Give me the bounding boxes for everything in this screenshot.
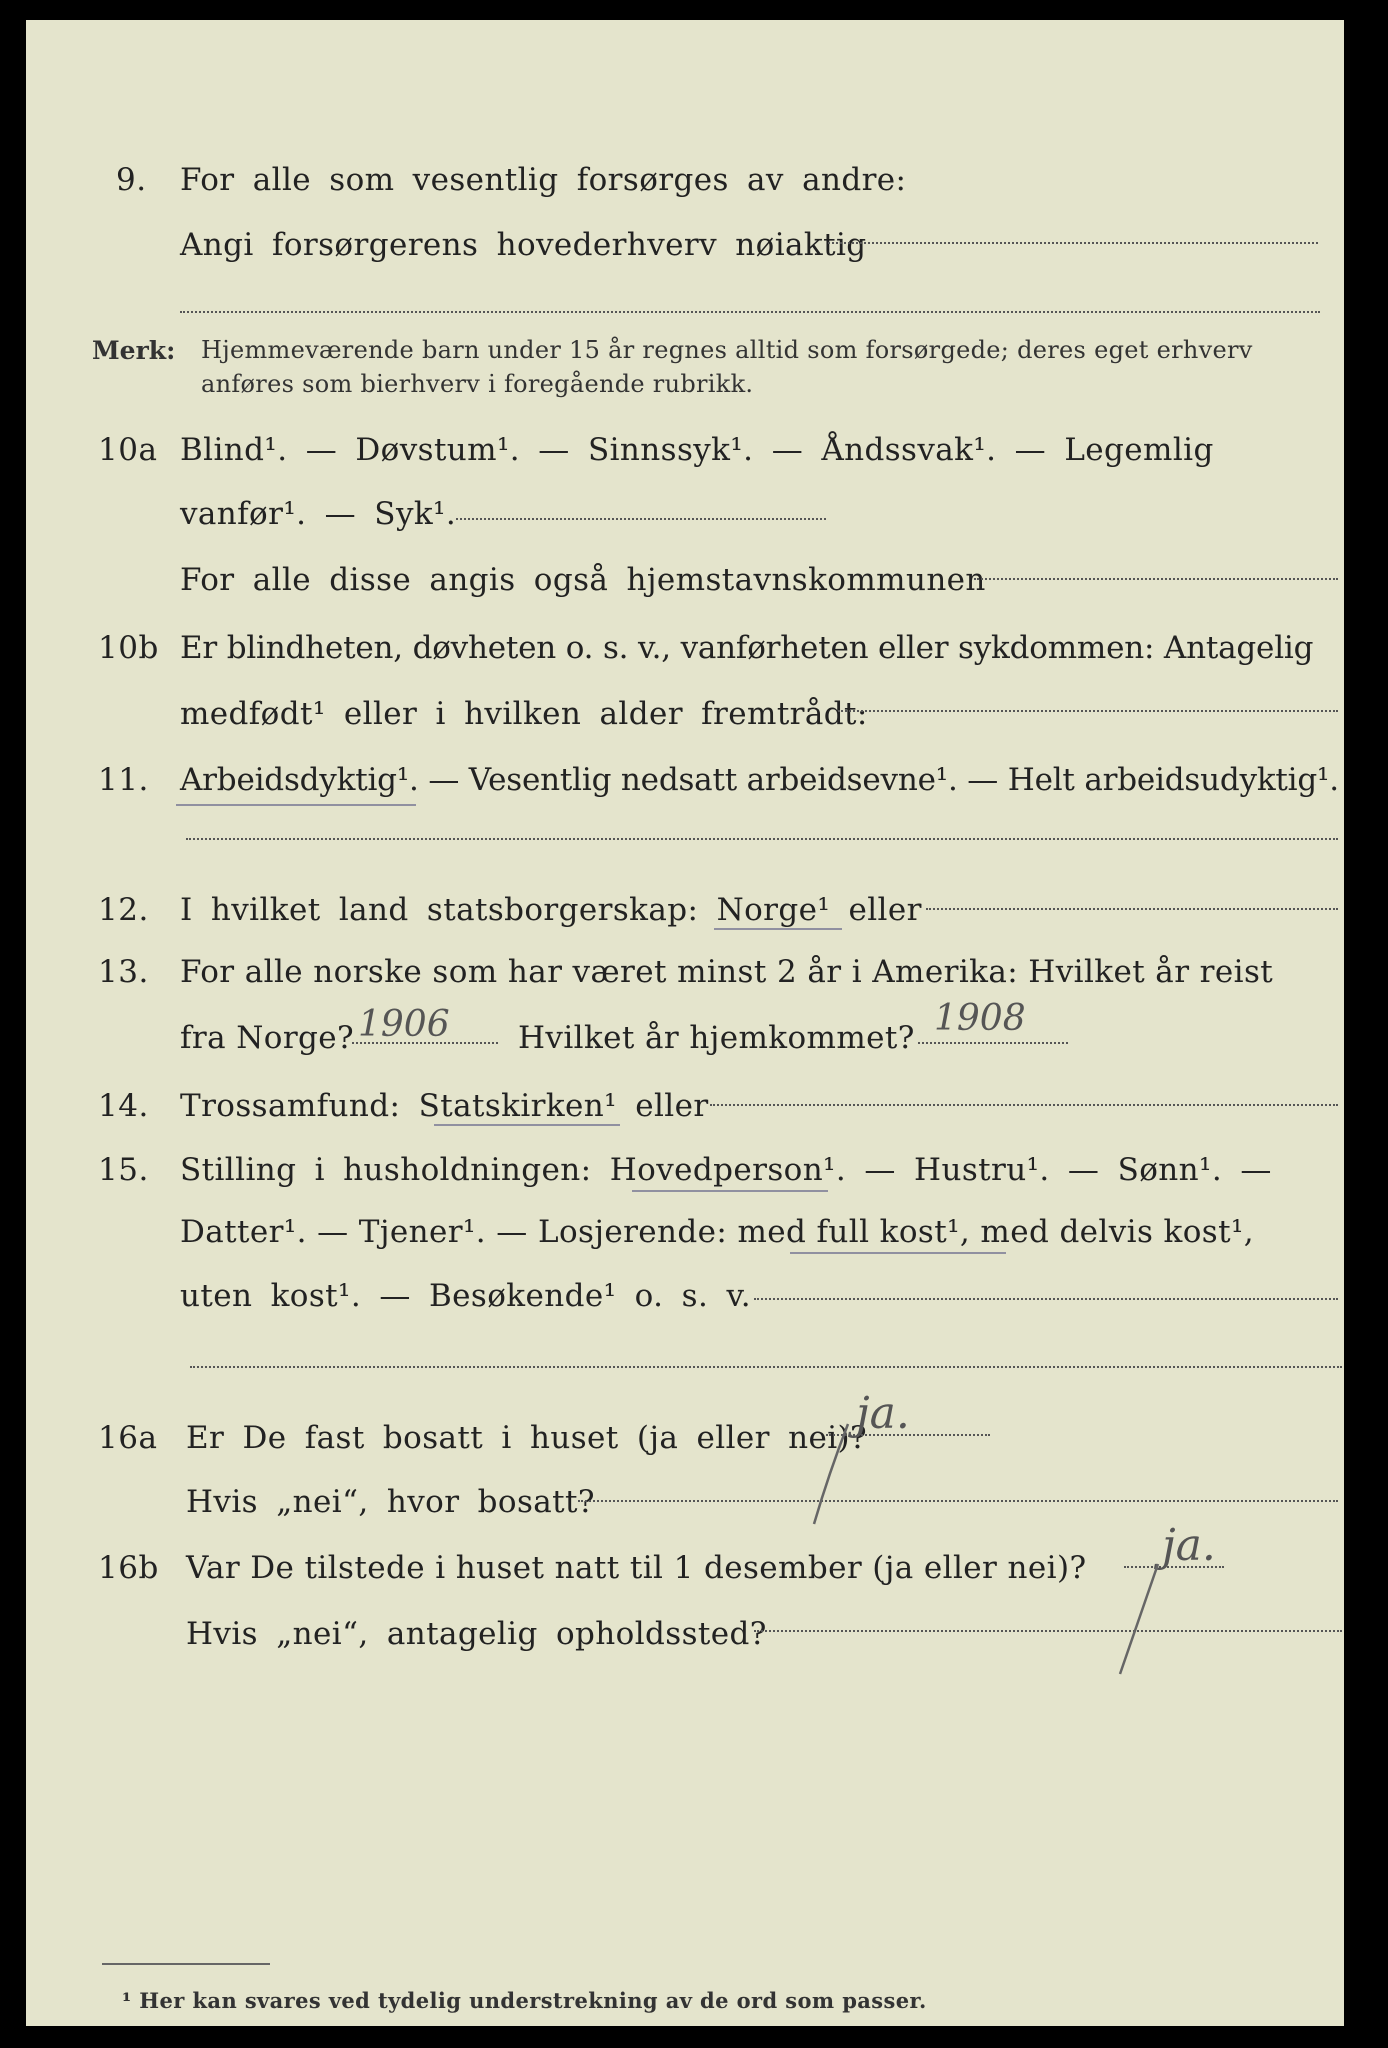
q11-answer-line	[186, 838, 1338, 840]
q15-text-1: Stilling i husholdningen: Hovedperson¹. — Hustru¹. — Sønn¹. —	[180, 1152, 1272, 1188]
q9-text-1: For alle som vesentlig forsørges av andre:	[180, 162, 907, 198]
q9-text-2: Angi forsørgerens hovederhverv nøiaktig	[180, 227, 867, 263]
q10b-number: 10b	[98, 630, 159, 666]
q10b-row-2	[26, 684, 1344, 732]
q15-underline-hovedperson	[632, 1190, 828, 1192]
q10a-text-3: For alle disse angis også hjemstavnskommunen	[180, 562, 986, 598]
q16a-answer: ja.	[856, 1388, 910, 1439]
footnote: ¹ Her kan svares ved tydelig understrekning av de ord som passer.	[122, 1988, 927, 2013]
q11-number: 11.	[98, 762, 149, 798]
q13-answer-line-2	[918, 1042, 1068, 1044]
q15-answer-line-2	[190, 1366, 1342, 1368]
q16b-text-1: Var De tilstede i huset natt til 1 desember (ja eller nei)?	[186, 1550, 1087, 1586]
footnote-rule	[102, 1963, 270, 1965]
q15-text-3: uten kost¹. — Besøkende¹ o. s. v.	[180, 1278, 751, 1314]
q10b-text-1: Er blindheten, døvheten o. s. v., vanførheten eller sykdommen: Antagelig	[180, 630, 1314, 666]
q13-text-1: For alle norske som har været minst 2 år i Amerika: Hvilket år reist	[180, 954, 1274, 990]
q16b-answer-line-2	[754, 1630, 1342, 1632]
q9-row-1	[26, 150, 1344, 198]
q10b-row-1	[26, 618, 1344, 666]
q11-underline-arbeidsdyktig	[176, 804, 416, 806]
q11-row-1	[26, 750, 1344, 798]
q12-row-1	[26, 880, 1344, 928]
q16a-number: 16a	[98, 1420, 158, 1456]
q15-number: 15.	[98, 1152, 149, 1188]
q10a-row-1	[26, 420, 1344, 468]
q13-text-2a: fra Norge?	[180, 1020, 355, 1056]
q16b-answer-stroke	[1108, 1560, 1168, 1680]
q16a-row-2	[26, 1472, 1344, 1520]
census-form-page	[26, 20, 1344, 2026]
q11-text-1: Arbeidsdyktig¹. — Vesentlig nedsatt arbeidsevne¹. — Helt arbeidsudyktig¹.	[180, 762, 1339, 798]
q13-text-2b: Hvilket år hjemkommet?	[518, 1020, 915, 1056]
q16a-answer-stroke	[804, 1420, 860, 1530]
q16a-answer-line-2	[578, 1500, 1338, 1502]
q10b-answer-line	[838, 710, 1338, 712]
q13-answer-year-left: 1906	[358, 1004, 450, 1045]
q14-number: 14.	[98, 1088, 149, 1124]
q12-underline-norge	[714, 928, 842, 930]
q9-answer-line-2	[180, 311, 1320, 313]
q10a-text-1: Blind¹. — Døvstum¹. — Sinnssyk¹. — Åndssvak¹. — Legemlig	[180, 432, 1214, 468]
q12-answer-line	[926, 908, 1338, 910]
q14-text-1: Trossamfund: Statskirken¹ eller	[180, 1088, 709, 1124]
q13-row-1	[26, 942, 1344, 990]
q10a-answer-line-2	[974, 578, 1338, 580]
q9-answer-line	[828, 242, 1318, 244]
q15-text-2: Datter¹. — Tjener¹. — Losjerende: med full kost¹, med delvis kost¹,	[180, 1214, 1255, 1250]
q10a-text-2: vanfør¹. — Syk¹.	[180, 496, 457, 532]
q10b-text-2: medfødt¹ eller i hvilken alder fremtrådt:	[180, 696, 868, 732]
q16a-row-1	[26, 1408, 1344, 1456]
q9-row-2	[26, 215, 1344, 263]
q16a-text-1: Er De fast bosatt i huset (ja eller nei)?	[186, 1420, 868, 1456]
q13-row-2	[26, 1008, 1344, 1056]
merk-text-1: Hjemmeværende barn under 15 år regnes alltid som forsørgede; deres eget erhverv	[201, 336, 1253, 364]
q15-row-2	[26, 1202, 1344, 1250]
q10a-row-2	[26, 484, 1344, 532]
q16b-answer: ja.	[1162, 1520, 1216, 1571]
q10a-row-3	[26, 550, 1344, 598]
q10a-answer-line-1	[456, 518, 826, 520]
q15-row-3	[26, 1266, 1344, 1314]
merk-label: Merk:	[92, 336, 176, 365]
q16b-number: 16b	[98, 1550, 159, 1586]
q16b-text-2: Hvis „nei“, antagelig opholdssted?	[186, 1616, 767, 1652]
q14-underline-statskirken	[434, 1124, 620, 1126]
q15-underline-med-full-kost	[790, 1252, 1006, 1254]
q10a-number: 10a	[98, 432, 158, 468]
q12-text-1: I hvilket land statsborgerskap: Norge¹ eller	[180, 892, 922, 928]
q12-number: 12.	[98, 892, 149, 928]
q13-answer-year-returned: 1908	[934, 998, 1026, 1039]
q16a-text-2: Hvis „nei“, hvor bosatt?	[186, 1484, 595, 1520]
q14-row-1	[26, 1076, 1344, 1124]
q15-row-1	[26, 1140, 1344, 1188]
merk-text-2: anføres som bierhverv i foregående rubrikk.	[201, 370, 754, 398]
q14-answer-line	[710, 1104, 1338, 1106]
q9-number: 9.	[116, 162, 147, 198]
q13-number: 13.	[98, 954, 149, 990]
q15-answer-line-1	[754, 1298, 1338, 1300]
